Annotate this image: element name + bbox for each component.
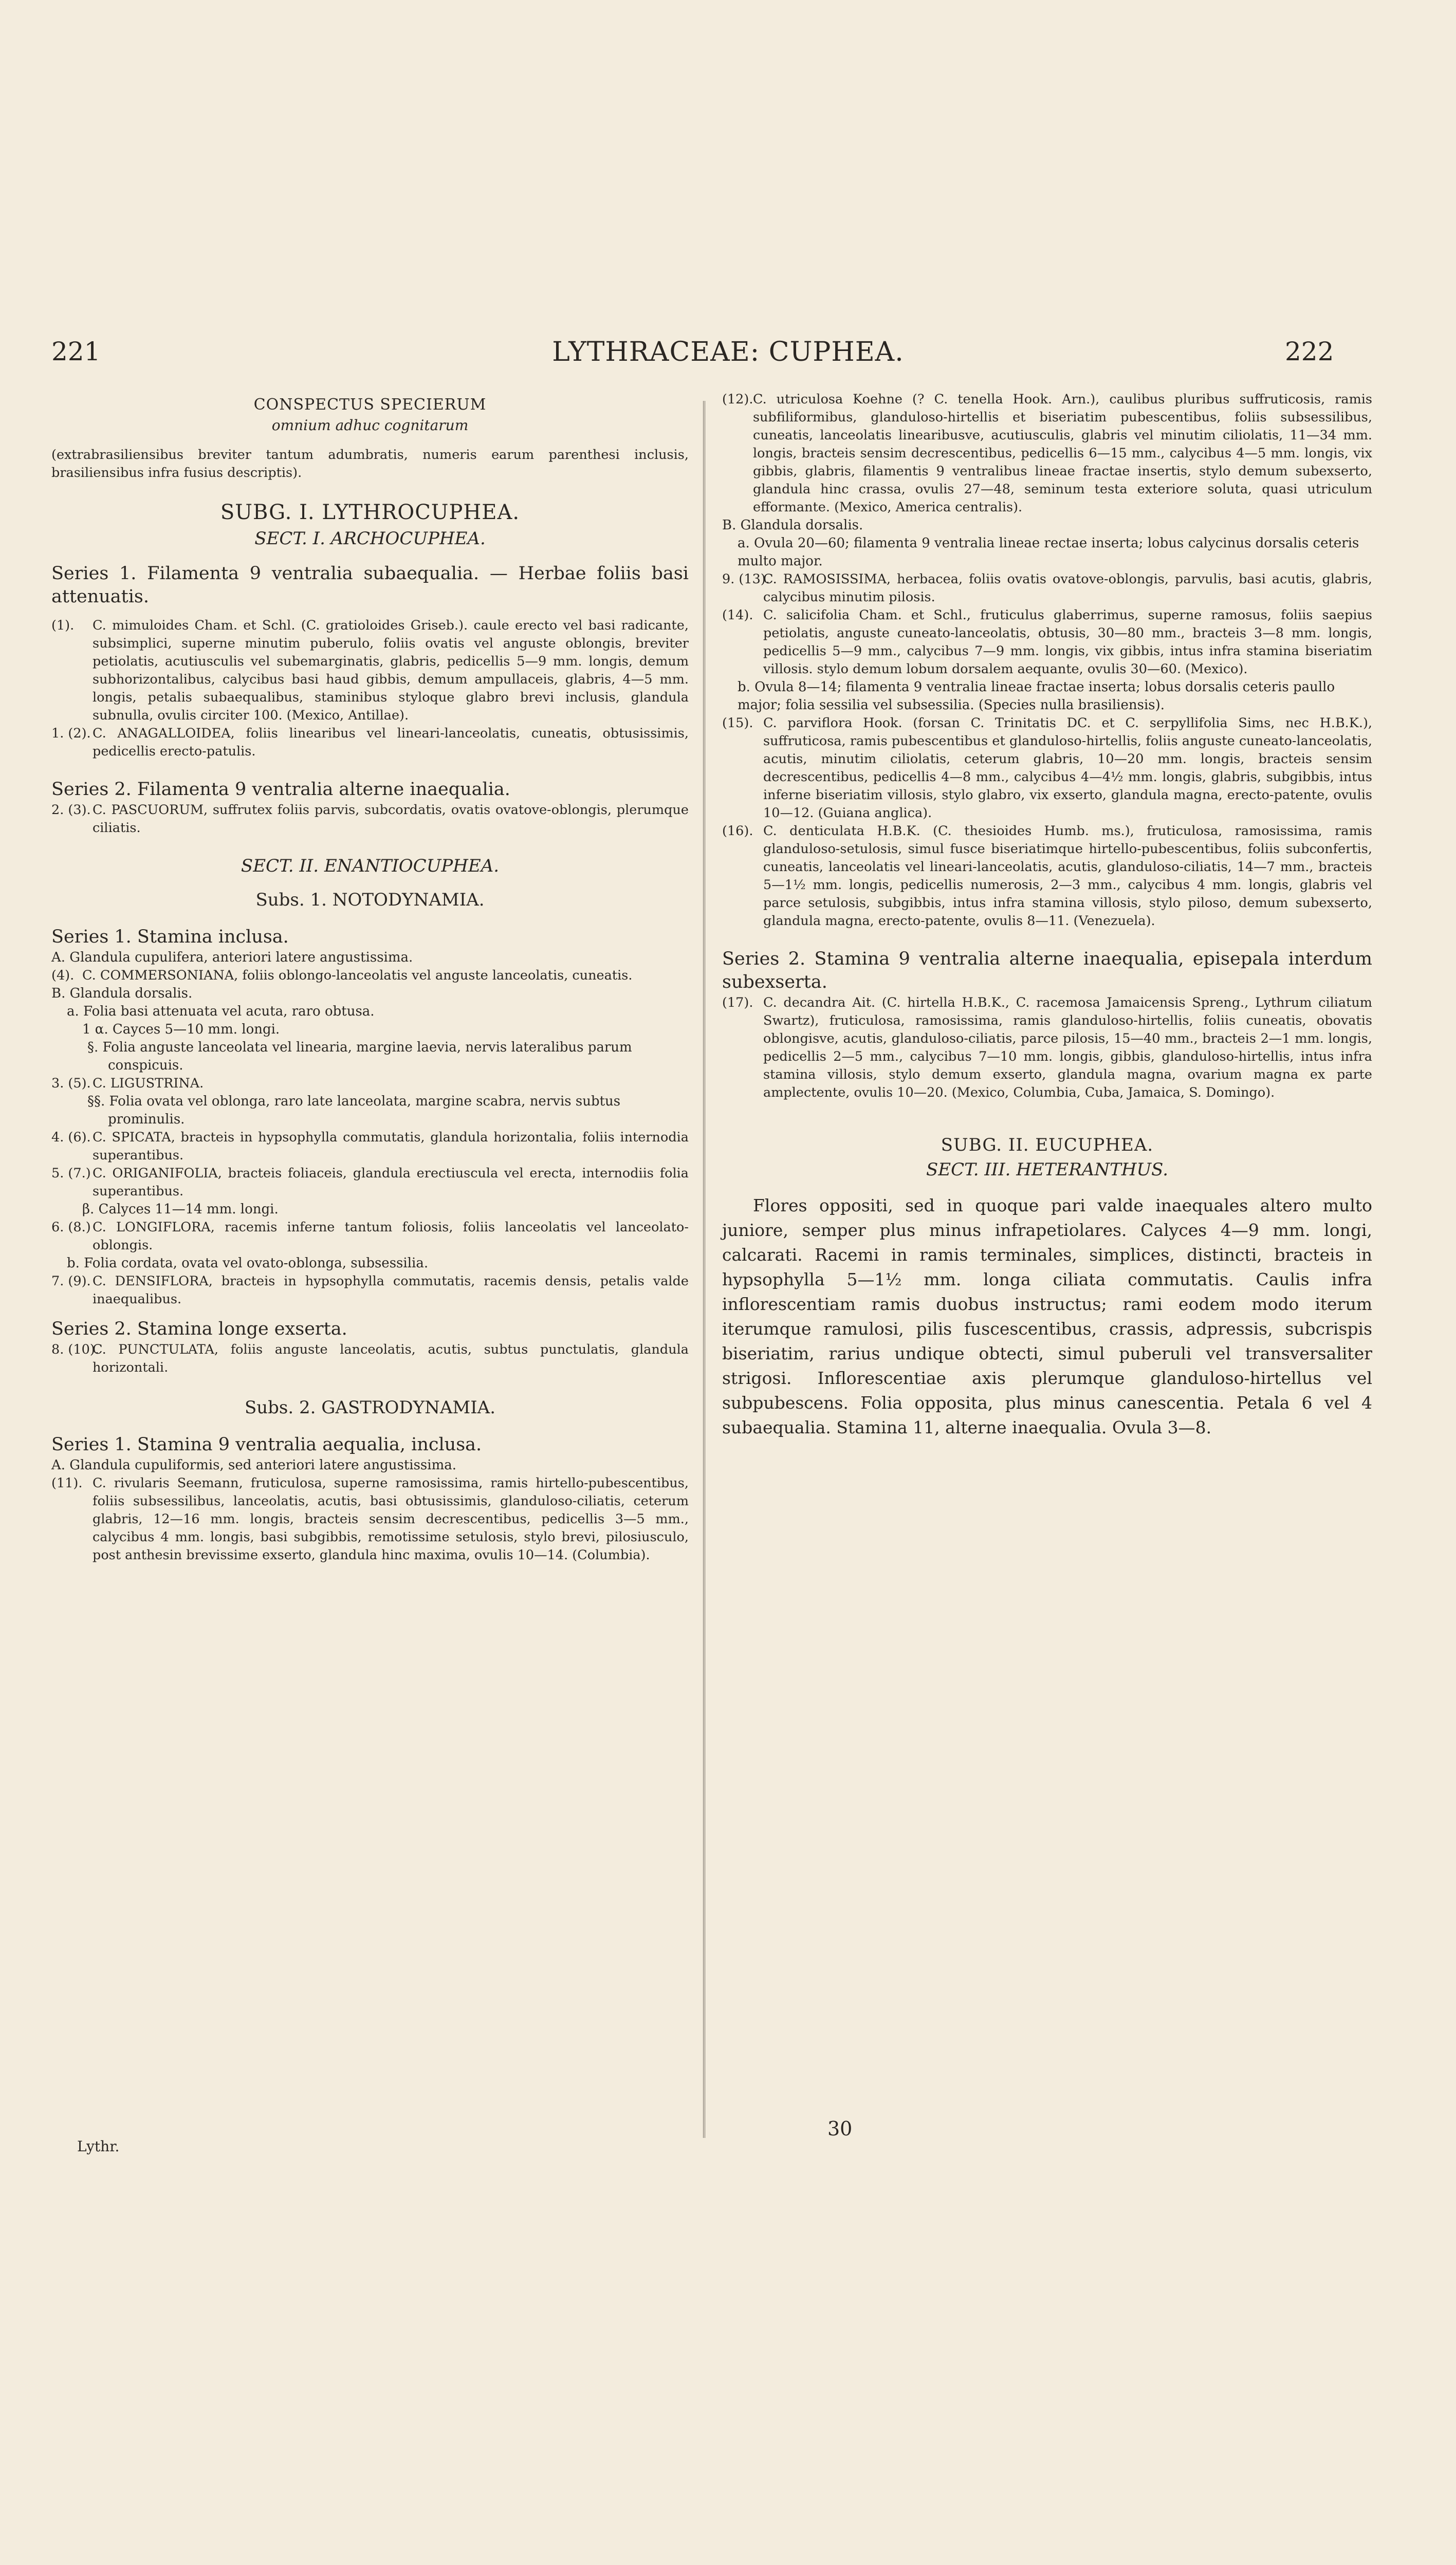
entry-text: C. salicifolia Cham. et Schl., fruticulus glaberrimus, superne ramosus, foliis saepius petiolatis, anguste cuneato-lanceolatis, obtusis, 30—80 mm., bracteis 3—8 mm. longis, pedicellis 5—9 mm., calycibus 7—9 mm. longis, vix gibbis, intus infra stamina biseriatim villosis. stylo demum lobum dorsalem aequante, ovulis 30—60. (Mexico). [763,607,1372,677]
subgenus-heading: SUBG. II. EUCUPHEA. [941,1135,1154,1155]
entry-text: C. COMMERSONIANA, foliis oblongo-lanceolatis vel anguste lanceolatis, cuneatis. [82,968,633,983]
key-line: 1 α. Cayces 5—10 mm. longi. [82,1022,280,1037]
entry-text: C. ANAGALLOIDEA, foliis linearibus vel lineari-lanceolatis, cuneatis, obtusissimis, pedicellis erecto-patulis. [93,726,689,759]
species-entry [51,1075,689,1093]
entry-text: C. denticulata H.B.K. (C. thesioides Humb. ms.), fruticulosa, ramosissima, ramis glanduloso-setulosis, simul fusce biseriatimque hirtello-pubescentibus, foliis subconfertis, cuneatis, lanceolatis vel lineari-lanceolatis, acutis, glanduloso-ciliatis, 14—7 mm., bracteis 5—1½ mm. longis, pedicellis numerosis, 2—3 mm., calycibus 4 mm. longis, glabris vel parce setulosis, subgibbis, intus infra stamina villosis, stylo piloso, demum subexserto, glandula magna, erecto-patente, ovulis 8—11. (Venezuela). [763,823,1372,929]
entry-number: 8. (10). [51,1342,99,1357]
species-entry [51,725,689,761]
key-line: b. Ovula 8—14; filamenta 9 ventralia lineae fractae inserta; lobus dorsalis ceteris paullo major; folia sessilia vel subsessilia. (Species nulla brasiliensis). [738,679,1335,713]
entry-text: C. ORIGANIFOLIA, bracteis foliaceis, glandula erectiuscula vel erecta, internodiis folia superantibus. [93,1166,689,1199]
entry-number: 7. (9). [51,1274,91,1289]
entry-text: C. decandra Ait. (C. hirtella H.B.K., C. racemosa Jamaicensis Spreng., Lythrum ciliatum Swartz), fruticulosa, ramosissima, ramis glanduloso-hirtellis, foliis cuneatis, obovatis oblongisve, acutis, glanduloso-ciliatis, parce pilosis, 15—40 mm., bracteis 2—1 mm. longis, pedicellis 2—5 mm., calycibus 7—10 mm. longis, gibbis, glanduloso-hirtellis, intus infra stamina villosis, stylo demum exserto, glandula magna, ovarium magna ex parte amplectente, ovulis 10—20. (Mexico, Columbia, Cuba, Jamaica, S. Domingo). [763,995,1372,1100]
running-title: LYTHRACEAE: CUPHEA. [552,337,904,367]
entry-text: C. PASCUORUM, suffrutex foliis parvis, subcordatis, ovatis ovatove-oblongis, plerumque ciliatis. [93,802,689,836]
conspectus-subtitle: omnium adhuc cognitarum [271,417,469,434]
key-line: b. Folia cordata, ovata vel ovato-oblonga, subsessilia. [67,1256,429,1271]
subsection-heading: Subs. 2. GASTRODYNAMIA. [244,1397,496,1418]
species-entry [51,617,689,725]
entry-number: (4). [51,968,75,983]
footer-signature: Lythr. [77,2138,120,2155]
entry-number: 5. (7.) [51,1166,91,1181]
entry-number: (17). [722,995,753,1010]
species-entry [722,570,1372,606]
entry-number: 6. (8.) [51,1220,91,1235]
species-entry [51,1341,689,1377]
key-line: A. Glandula cupuliformis, sed anteriori latere angustissima. [51,1457,456,1473]
signature-number: 30 [827,2117,853,2140]
key-line: §§. Folia ovata vel oblonga, raro late lanceolata, margine scabra, nervis subtus prominulis. [87,1094,621,1127]
species-entry [51,1219,689,1254]
key-line: B. Glandula dorsalis. [51,986,193,1001]
subsection-heading: Subs. 1. NOTODYNAMIA. [255,890,485,910]
intro-text: (extrabrasiliensibus breviter tantum adumbratis, numeris earum parenthesi inclusis, brasiliensibus infra fusius descriptis). [51,447,689,481]
key-line: §. Folia anguste lanceolata vel linearia, margine laevia, nervis lateralibus parum conspicuis. [87,1040,632,1073]
key-line: β. Calyces 11—14 mm. longi. [82,1202,279,1217]
section-heading: SECT. II. ENANTIOCUPHEA. [241,856,500,876]
series-heading: Series 1. Stamina inclusa. [51,927,289,947]
page-number-right: 222 [1285,337,1334,366]
species-entry [722,994,1372,1102]
entry-text: C. LONGIFLORA, racemis inferne tantum foliosis, foliis lanceolatis vel lanceolato-oblongis. [93,1220,689,1253]
entry-text: C. utriculosa Koehne (? C. tenella Hook. Arn.), caulibus pluribus suffruticosis, ramis subfiliformibus, glanduloso-hirtellis et biseriatim pubescentibus, foliis subsessilibus, cuneatis, lanceolatis linearibusve, acutiusculis, glabris vel minutim ciliolatis, 11—34 mm. longis, bracteis sensim decrescentibus, pedicellis 6—15 mm., calycibus 4—5 mm. longis, vix gibbis, glabris, filamentis 9 ventralibus lineae fractae insertis, stylo demum subexserto, glandula hinc crassa, ovulis 27—48, seminum testa exteriore soluta, quasi utriculum efformante. (Mexico, America centralis). [753,392,1372,515]
series-heading: Series 1. Filamenta 9 ventralia subaequalia. — Herbae foliis basi attenuatis. [51,563,689,607]
conspectus-heading: CONSPECTUS SPECIERUM [253,396,487,414]
species-entry [51,1165,689,1201]
entry-text: C. LIGUSTRINA. [93,1076,204,1091]
left-column [51,391,689,1564]
entry-number: (11). [51,1475,83,1491]
species-entry [722,606,1372,678]
species-entry [51,1129,689,1165]
column-divider [703,401,705,2138]
species-entry [722,714,1372,822]
entry-text: C. PUNCTULATA, foliis anguste lanceolatis, acutis, subtus punctulatis, glandula horizontali. [93,1342,689,1375]
key-line: a. Folia basi attenuata vel acuta, raro obtusa. [67,1004,375,1019]
entry-text: C. parviflora Hook. (forsan C. Trinitatis DC. et C. serpyllifolia Sims, nec H.B.K.), suffruticosa, ramis pubescentibus et glanduloso-hirtellis, foliis anguste cuneato-lanceolatis, acutis, minutim ciliolatis, ceterum glabris, 10—20 mm. longis, bracteis sensim decrescentibus, pedicellis 4—8 mm., calycibus 4—4½ mm. longis, glabris, subgibbis, intus inferne biseriatim villosis, stylo glabro, vix exserto, glandula magna, erecto-patente, ovulis 10—12. (Guiana anglica). [763,715,1372,821]
series-heading: Series 2. Stamina longe exserta. [51,1319,347,1339]
entry-text: C. RAMOSISSIMA, herbacea, foliis ovatis ovatove-oblongis, parvulis, basi acutis, glabris, calycibus minutim pilosis. [763,571,1372,605]
series-heading: Series 2. Stamina 9 ventralia alterne inaequalia, episepala interdum subexserta. [722,949,1372,992]
entry-number: 3. (5). [51,1076,91,1091]
species-entry [722,822,1372,930]
entry-number: 1. (2). [51,726,91,741]
entry-text: C. rivularis Seemann, fruticulosa, superne ramosissima, ramis hirtello-pubescentibus, foliis subsessilibus, lanceolatis, acutis, basi obtusissimis, glanduloso-ciliatis, ceterum glabris, 12—16 mm. longis, bracteis sensim decrescentibus, pedicellis 3—5 mm., calycibus 4 mm. longis, basi subgibbis, remotissime setulosis, stylo brevi, pilosiusculo, post anthesin brevissime exserto, glandula hinc maxima, ovulis 10—14. (Columbia). [93,1475,689,1563]
entry-number: (12). [722,392,753,407]
page-number-left: 221 [51,337,101,366]
series-heading: Series 1. Stamina 9 ventralia aequalia, inclusa. [51,1434,482,1455]
entry-number: (16). [722,823,753,839]
species-entry [51,801,689,837]
entry-number: (1). [51,618,75,633]
right-column [722,391,1372,1440]
species-entry [51,967,689,985]
entry-text: C. DENSIFLORA, bracteis in hypsophylla commutatis, racemis densis, petalis valde inaequalibus. [93,1274,689,1307]
entry-text: C. SPICATA, bracteis in hypsophylla commutatis, glandula horizontalia, foliis internodia superantibus. [93,1130,689,1163]
species-entry [51,1272,689,1308]
series-heading: Series 2. Filamenta 9 ventralia alterne inaequalia. [51,779,510,800]
entry-text: C. mimuloides Cham. et Schl. (C. gratioloides Griseb.). caule erecto vel basi radicante, subsimplici, superne minutim puberulo, foliis ovatis vel anguste oblongis, breviter petiolatis, acutiusculis vel subemarginatis, glabris, pedicellis 5—9 mm. longis, demum subhorizontalibus, calycibus basi haud gibbis, demum ampullaceis, glabris, 4—5 mm. longis, petalis subaequalibus, staminibus styloque glabro brevi inclusis, glandula subnulla, ovulis circiter 100. (Mexico, Antillae). [93,618,689,723]
entry-number: 9. (13). [722,571,770,587]
key-line: B. Glandula dorsalis. [722,518,863,533]
section-heading: SECT. III. HETERANTHUS. [926,1159,1169,1180]
entry-number: 2. (3). [51,802,91,818]
entry-number: 4. (6). [51,1130,91,1145]
page-header [0,337,1456,378]
entry-number: (15). [722,715,753,731]
subgenus-heading: SUBG. I. LYTHROCUPHEA. [220,501,520,524]
section-heading: SECT. I. ARCHOCUPHEA. [254,528,486,549]
entry-number: (14). [722,607,753,623]
species-entry [51,1474,689,1564]
species-entry [722,391,1372,516]
key-line: a. Ovula 20—60; filamenta 9 ventralia lineae rectae inserta; lobus calycinus dorsalis ceteris multo major. [738,536,1359,569]
key-line: A. Glandula cupulifera, anteriori latere angustissima. [51,950,413,965]
section-description: Flores oppositi, sed in quoque pari valde inaequales altero multo juniore, semper plus minus infrapetiolares. Calyces 4—9 mm. longi, calcarati. Racemi in ramis terminales, simplices, distincti, bracteis in hypsophylla 5—1½ mm. longa ciliata commutatis. Caulis infra inflorescentiam ramis duobus instructus; rami eodem modo iterum iterumque ramulosi, pilis fuscescentibus, crassis, adpressis, subcrispis biseriatim, rarius undique obtecti, simul puberuli vel transversaliter strigosi. Inflorescentiae axis plerumque glanduloso-hirtellus vel subpubescens. Folia opposita, plus minus canescentia. Petala 6 vel 4 subaequalia. Stamina 11, alterne inaequalia. Ovula 3—8. [722,1195,1372,1437]
